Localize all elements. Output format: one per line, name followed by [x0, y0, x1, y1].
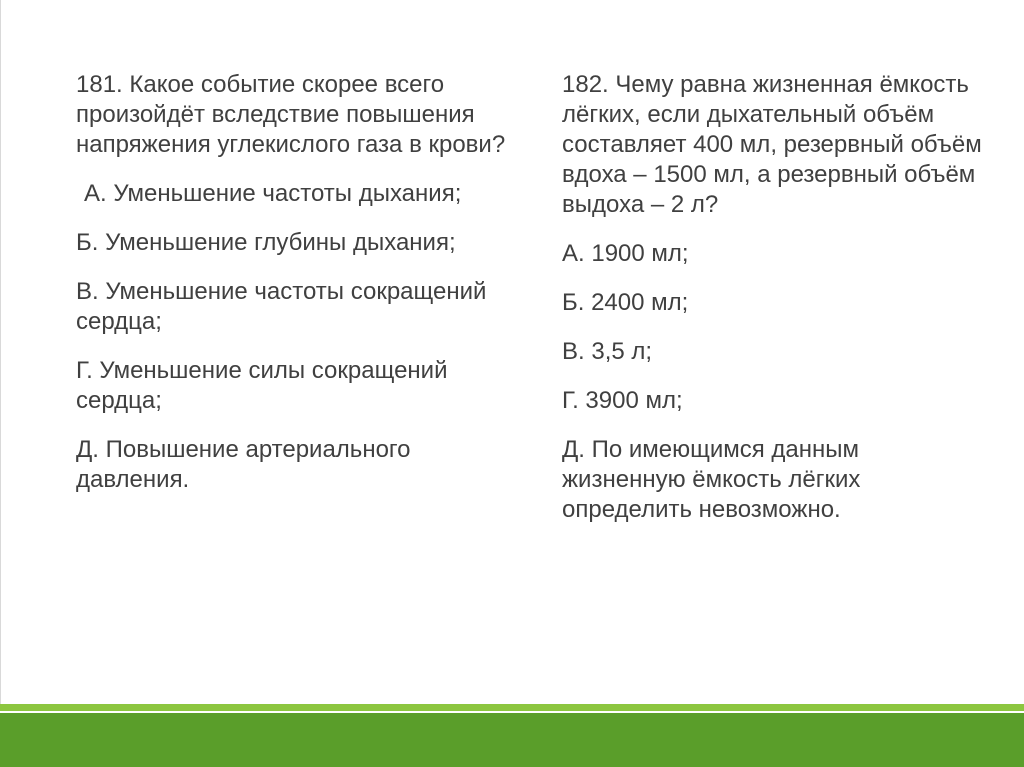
question-181-column: [76, 70, 506, 514]
question-182-option-d: Д. По имеющимся данным жизненную ёмкость лёгких определить невозможно.: [562, 436, 861, 523]
footer-accent-stripe: [0, 704, 1024, 711]
question-182-option-g: Г. 3900 мл;: [562, 387, 683, 414]
question-182-option-v: В. 3,5 л;: [562, 338, 653, 365]
question-182-text: 182. Чему равна жизненная ёмкость лёгких, если дыхательный объём составляет 400 мл, резервный объём вдоха – 1500 мл, а резервный объём выдоха – 2 л?: [562, 71, 982, 218]
question-181-option-g: Г. Уменьшение силы сокращений сердца;: [76, 357, 448, 414]
question-181-option-b: Б. Уменьшение глубины дыхания;: [76, 229, 456, 256]
question-182-option-b: Б. 2400 мл;: [562, 289, 689, 316]
question-181-option-v: В. Уменьшение частоты сокращений сердца;: [76, 278, 487, 335]
footer-band: [0, 704, 1024, 767]
question-181-option-a: А. Уменьшение частоты дыхания;: [84, 180, 462, 207]
question-182-column: [562, 70, 982, 544]
footer-green-bar: [0, 713, 1024, 767]
slide-border-line: [0, 0, 1, 704]
question-182-option-a: А. 1900 мл;: [562, 240, 689, 267]
question-181-option-d: Д. Повышение артериального давления.: [76, 436, 411, 493]
question-181-text: 181. Какое событие скорее всего произойдёт вследствие повышения напряжения углекислого газа в крови?: [76, 71, 506, 158]
